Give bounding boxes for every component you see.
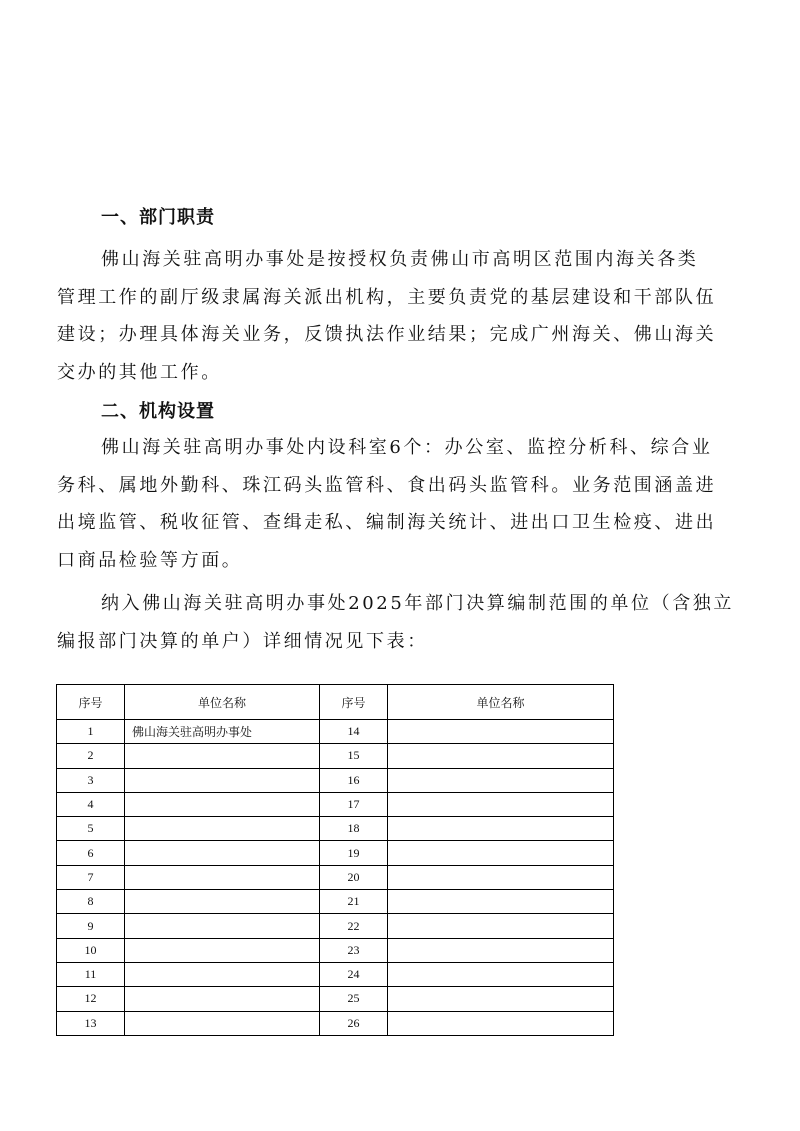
- table-row: [57, 720, 614, 744]
- paragraph-line: 纳入佛山海关驻高明办事处2025年部门决算编制范围的单位（含独立: [101, 593, 735, 614]
- header-unit-name: 单位名称: [388, 685, 614, 720]
- cell-unit-name: [388, 987, 614, 1011]
- cell-unit-name: [125, 1011, 320, 1035]
- cell-unit-name: [125, 841, 320, 865]
- header-unit-name: 单位名称: [125, 685, 320, 720]
- unit-table: [56, 684, 614, 1036]
- paragraph-line: 务科、属地外勤科、珠江码头监管科、食出码头监管科。业务范围涵盖进: [57, 474, 717, 496]
- cell-serial: 17: [320, 792, 388, 816]
- cell-unit-name: [388, 768, 614, 792]
- paragraph-line: 交办的其他工作。: [57, 361, 222, 383]
- cell-unit-name: [125, 890, 320, 914]
- cell-unit-name: [125, 792, 320, 816]
- paragraph-line: 口商品检验等方面。: [57, 549, 243, 571]
- cell-unit-name: [388, 890, 614, 914]
- cell-unit-name: [125, 817, 320, 841]
- cell-serial: 19: [320, 841, 388, 865]
- cell-unit-name: [388, 744, 614, 768]
- cell-unit-name: [125, 768, 320, 792]
- cell-serial: 20: [320, 865, 388, 889]
- paragraph-line: 出境监管、税收征管、查缉走私、编制海关统计、进出口卫生检疫、进出: [57, 512, 717, 533]
- cell-serial: 6: [57, 841, 125, 865]
- cell-serial: 24: [320, 962, 388, 986]
- cell-serial: 8: [57, 890, 125, 914]
- cell-serial: 16: [320, 768, 388, 792]
- table-header-row: [57, 685, 614, 720]
- cell-serial: 13: [57, 1011, 125, 1035]
- cell-unit-name: [388, 792, 614, 816]
- table-row: [57, 744, 614, 768]
- cell-unit-name: [125, 865, 320, 889]
- cell-serial: 9: [57, 914, 125, 938]
- paragraph-line: 佛山海关驻高明办事处是按授权负责佛山市高明区范围内海关各类: [101, 249, 699, 270]
- table-row: [57, 1011, 614, 1035]
- cell-serial: 10: [57, 938, 125, 962]
- cell-serial: 1: [57, 720, 125, 744]
- table-row: [57, 768, 614, 792]
- table-row: [57, 792, 614, 816]
- section-heading-duties: 一、部门职责: [101, 207, 215, 228]
- cell-serial: 14: [320, 720, 388, 744]
- paragraph-line: 编报部门决算的单户）详细情况见下表：: [57, 630, 428, 652]
- cell-unit-name: [388, 817, 614, 841]
- cell-unit-name: [125, 938, 320, 962]
- cell-serial: 22: [320, 914, 388, 938]
- cell-serial: 18: [320, 817, 388, 841]
- cell-serial: 5: [57, 817, 125, 841]
- cell-unit-name: [125, 962, 320, 986]
- cell-unit-name: [388, 865, 614, 889]
- cell-serial: 23: [320, 938, 388, 962]
- cell-serial: 25: [320, 987, 388, 1011]
- cell-unit-name: [388, 962, 614, 986]
- paragraph-scope: [57, 585, 741, 660]
- cell-serial: 11: [57, 962, 125, 986]
- cell-unit-name: [125, 744, 320, 768]
- section-heading-structure: 二、机构设置: [101, 401, 215, 422]
- paragraph-line: 管理工作的副厅级隶属海关派出机构，主要负责党的基层建设和干部队伍: [57, 286, 717, 308]
- cell-unit-name: [388, 1011, 614, 1035]
- cell-serial: 26: [320, 1011, 388, 1035]
- header-serial: 序号: [57, 685, 125, 720]
- table-row: [57, 914, 614, 938]
- cell-serial: 12: [57, 987, 125, 1011]
- cell-serial: 15: [320, 744, 388, 768]
- table-row: [57, 890, 614, 914]
- table-row: [57, 865, 614, 889]
- paragraph-line: 佛山海关驻高明办事处内设科室6个：办公室、监控分析科、综合业: [101, 437, 713, 458]
- paragraph-duties: [57, 241, 741, 391]
- cell-serial: 2: [57, 744, 125, 768]
- header-serial: 序号: [320, 685, 388, 720]
- table-row: [57, 817, 614, 841]
- paragraph-line: 建设；办理具体海关业务，反馈执法作业结果；完成广州海关、佛山海关: [57, 324, 717, 345]
- table-row: [57, 841, 614, 865]
- cell-serial: 21: [320, 890, 388, 914]
- cell-unit-name: [125, 914, 320, 938]
- cell-serial: 3: [57, 768, 125, 792]
- cell-serial: 4: [57, 792, 125, 816]
- cell-unit-name: [388, 914, 614, 938]
- table-row: [57, 987, 614, 1011]
- table-row: [57, 938, 614, 962]
- table-row: [57, 962, 614, 986]
- cell-unit-name: [388, 841, 614, 865]
- cell-unit-name: 佛山海关驻高明办事处: [125, 720, 320, 744]
- cell-unit-name: [388, 938, 614, 962]
- cell-unit-name: [388, 720, 614, 744]
- cell-serial: 7: [57, 865, 125, 889]
- cell-unit-name: [125, 987, 320, 1011]
- paragraph-structure: [57, 429, 741, 579]
